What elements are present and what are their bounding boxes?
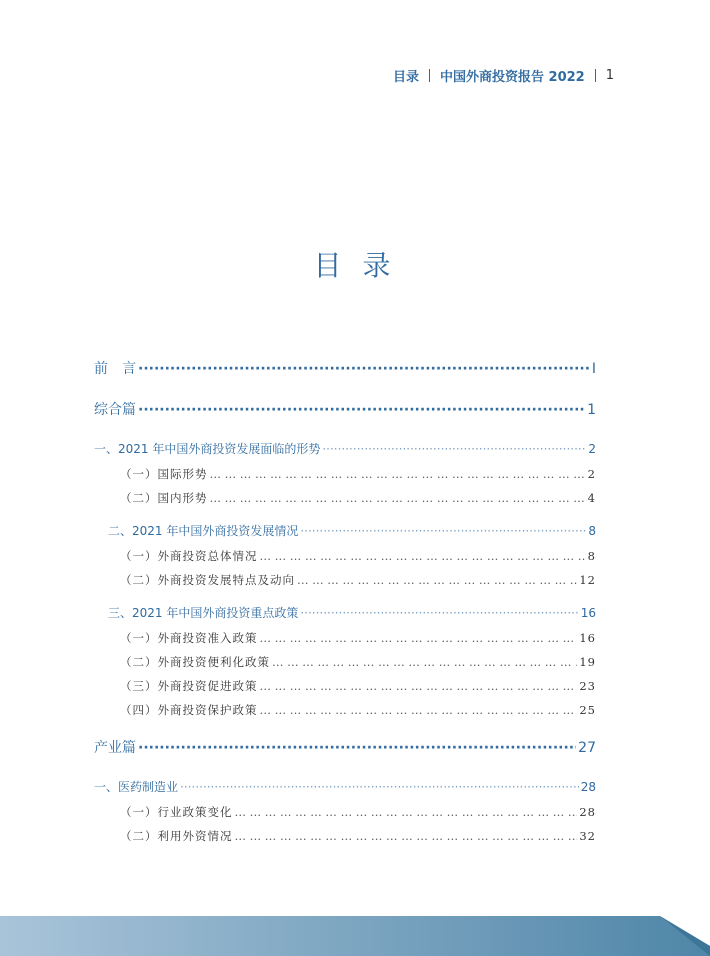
toc-entry-general[interactable] <box>94 399 596 419</box>
toc-entry-label: 二、2021 年中国外商投资发展情况 <box>108 524 299 538</box>
header-page-number: 1 <box>605 68 614 83</box>
toc-entry-label: 三、2021 年中国外商投资重点政策 <box>108 606 299 620</box>
toc-entry-section[interactable] <box>94 466 596 482</box>
toc-entry-label: （三）外商投资促进政策 <box>120 679 258 693</box>
toc-entry-section[interactable] <box>94 654 596 670</box>
toc-page: 16 <box>580 606 596 620</box>
toc-entry-section[interactable] <box>94 702 596 718</box>
toc-entry-section[interactable] <box>94 630 596 646</box>
toc-page: 8 <box>587 549 596 563</box>
toc-page: I <box>591 361 596 377</box>
toc-entry-section[interactable] <box>94 678 596 694</box>
toc-entry-section[interactable] <box>94 490 596 506</box>
toc-page: 2 <box>588 442 596 456</box>
toc-page: 25 <box>579 703 596 717</box>
header-divider <box>429 69 430 82</box>
toc-entry-label: 一、2021 年中国外商投资发展面临的形势 <box>94 442 321 456</box>
toc-entry-label: （二）外商投资便利化政策 <box>120 655 270 669</box>
toc-entry-industry[interactable] <box>94 737 596 757</box>
footer-decoration <box>0 916 710 956</box>
toc-leader <box>272 655 577 669</box>
toc-leader <box>260 631 578 645</box>
toc-entry-label: （四）外商投资保护政策 <box>120 703 258 717</box>
toc-page: 28 <box>579 805 596 819</box>
toc-page: 23 <box>579 679 596 693</box>
toc-entry-chapter[interactable] <box>94 522 596 539</box>
toc-page: 28 <box>580 780 596 794</box>
toc-entry-label: （一）外商投资总体情况 <box>120 549 258 563</box>
toc-page: 8 <box>588 524 596 538</box>
toc-leader <box>235 829 578 843</box>
toc-page: 12 <box>579 573 596 587</box>
running-header <box>393 66 614 85</box>
toc-leader <box>260 703 578 717</box>
toc-entry-section[interactable] <box>94 828 596 844</box>
toc-entry-label: 产业篇 <box>94 740 136 756</box>
toc-entry-section[interactable] <box>94 572 596 588</box>
toc-leader <box>138 740 576 756</box>
page-title: 目 录 <box>313 249 397 282</box>
header-report-title: 中国外商投资报告 2022 <box>440 70 585 85</box>
toc-entry-chapter[interactable] <box>94 604 596 621</box>
toc-entry-label: （一）国际形势 <box>120 467 208 481</box>
toc-entry-section[interactable] <box>94 548 596 564</box>
toc-leader <box>297 573 577 587</box>
toc-page: 4 <box>587 491 596 505</box>
toc-entry-preface[interactable] <box>94 358 596 378</box>
toc-leader <box>260 679 578 693</box>
toc-entry-label: 前 言 <box>94 361 136 377</box>
toc-leader <box>300 524 586 538</box>
toc-page: 16 <box>579 631 596 645</box>
toc-leader <box>235 805 578 819</box>
toc-leader <box>138 361 590 377</box>
toc-page: 27 <box>578 740 596 756</box>
toc-entry-label: 一、医药制造业 <box>94 780 179 794</box>
toc-entry-label: 综合篇 <box>94 402 136 418</box>
toc-leader <box>138 402 585 418</box>
toc-entry-section[interactable] <box>94 804 596 820</box>
toc-entry-chapter[interactable] <box>94 440 596 457</box>
toc-leader <box>180 780 579 794</box>
header-section: 目录 <box>392 70 419 85</box>
header-divider <box>595 69 596 82</box>
toc-entry-label: （二）国内形势 <box>120 491 208 505</box>
toc-leader <box>300 606 578 620</box>
toc-leader <box>210 491 586 505</box>
toc-entry-chapter[interactable] <box>94 778 596 795</box>
toc-entry-label: （二）外商投资发展特点及动向 <box>120 573 295 587</box>
toc-page: 2 <box>587 467 596 481</box>
toc-page: 32 <box>579 829 596 843</box>
toc-leader <box>322 442 586 456</box>
toc-page: 19 <box>579 655 596 669</box>
toc-entry-label: （二）利用外资情况 <box>120 829 233 843</box>
toc-leader <box>260 549 586 563</box>
toc-entry-label: （一）外商投资准入政策 <box>120 631 258 645</box>
toc-entry-label: （一）行业政策变化 <box>120 805 233 819</box>
toc-leader <box>210 467 586 481</box>
toc-page: 1 <box>587 402 596 418</box>
